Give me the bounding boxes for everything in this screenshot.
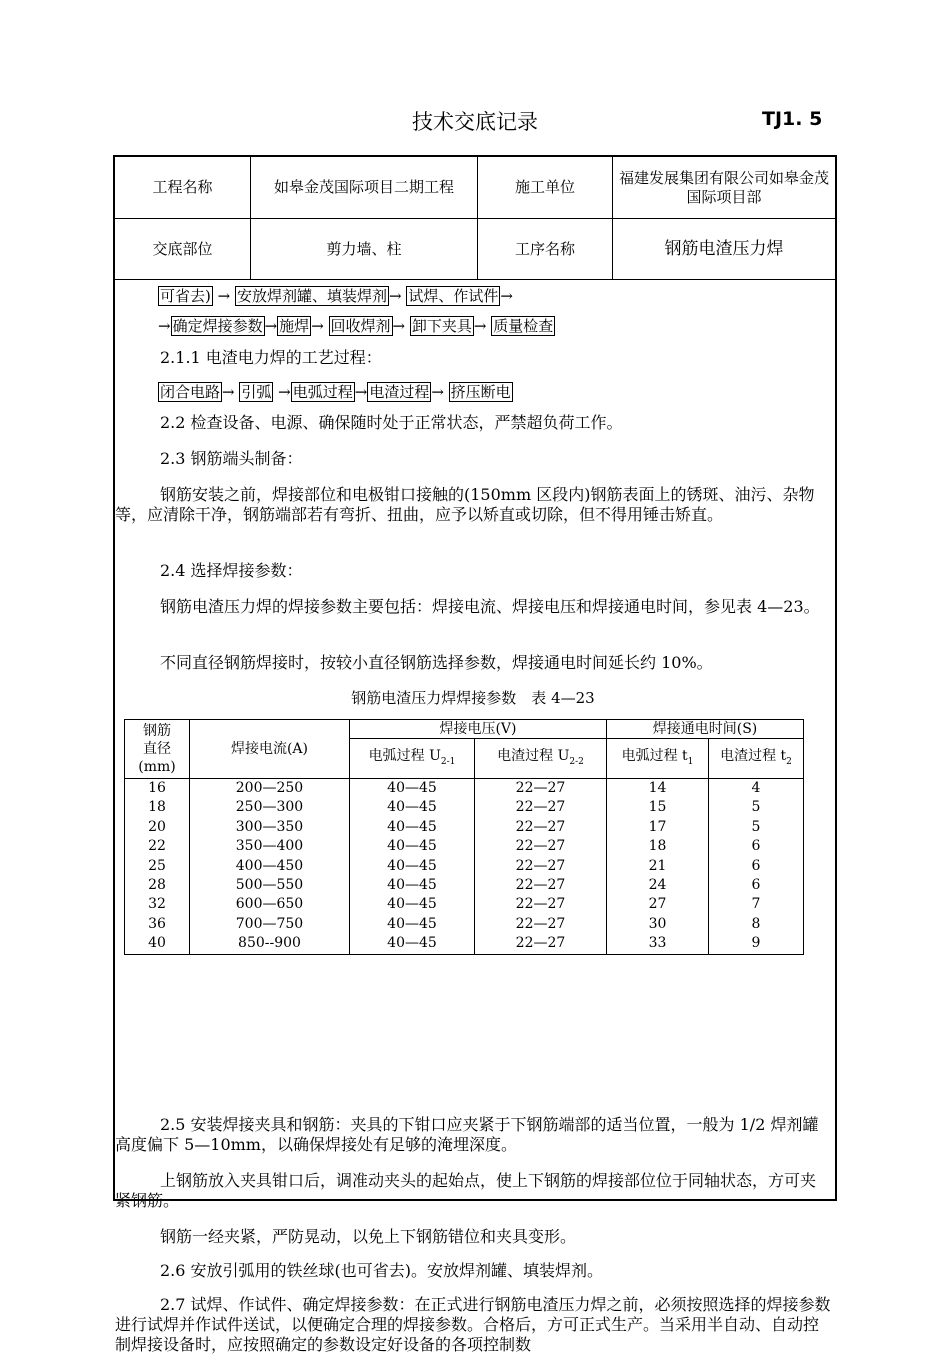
section-2-6: 2.6 安放引弧用的铁丝球(也可省去)。安放焊剂罐、填装焊剂。 — [160, 1261, 604, 1280]
record-frame — [113, 155, 837, 1354]
paragraph-2-4a: 钢筋电渣压力焊的焊接参数主要包括：焊接电流、焊接电压和焊接通电时间，参见表 4—23。 — [160, 597, 820, 616]
document-code: TJ1. 5 — [762, 108, 823, 130]
flow-step: 回收焊剂 — [330, 317, 391, 335]
table-row — [125, 915, 804, 934]
part-value: 剪力墙、柱 — [326, 239, 402, 258]
header-slag-voltage: 电渣过程 $U_{2-2}$ — [475, 739, 607, 779]
table-cell: 40—45 — [350, 857, 475, 876]
table-cell: 5 — [709, 798, 804, 817]
section-2-2: 2.2 检查设备、电源、确保随时处于正常状态，严禁超负荷工作。 — [160, 413, 623, 432]
table-cell: 6 — [709, 837, 804, 856]
table-cell: 350—400 — [190, 837, 350, 856]
flow-step: 试焊、作试件 — [408, 287, 499, 305]
flow-step: 挤压断电 — [450, 383, 511, 401]
flow-chart-1: 可省去) → 安放焊剂罐、填装焊剂 → 试焊、作试件 → — [160, 287, 513, 305]
table-cell: 700—750 — [190, 915, 350, 934]
table-cell: 400—450 — [190, 857, 350, 876]
header-current: 焊接电流(A) — [190, 720, 350, 779]
table-cell: 15 — [607, 798, 709, 817]
table-cell: 22—27 — [475, 915, 607, 934]
flow-step: 施焊 — [279, 317, 310, 335]
project-value: 如皋金茂国际项目二期工程 — [273, 178, 454, 196]
table-row — [125, 857, 804, 876]
flow-step: 电渣过程 — [369, 383, 430, 401]
table-cell: 24 — [607, 876, 709, 895]
table-cell: 22 — [125, 837, 190, 856]
table-cell: 22—27 — [475, 837, 607, 856]
table-cell: 18 — [125, 798, 190, 817]
table-cell: 4 — [709, 779, 804, 799]
table-cell: 40—45 — [350, 934, 475, 954]
table-cell: 22—27 — [475, 895, 607, 914]
table-cell: 7 — [709, 895, 804, 914]
table-cell: 32 — [125, 895, 190, 914]
table-cell: 6 — [709, 857, 804, 876]
table-cell: 16 — [125, 779, 190, 799]
table-cell: 40—45 — [350, 876, 475, 895]
table-cell: 9 — [709, 934, 804, 954]
table-row — [125, 876, 804, 895]
paragraph-2-4b: 不同直径钢筋焊接时，按较小直径钢筋选择参数，焊接通电时间延长约 10%。 — [160, 653, 713, 672]
unit-label: 施工单位 — [514, 178, 575, 196]
paragraph-2-5b: 上钢筋放入夹具钳口后，调准动夹头的起始点，使上下钢筋的焊接部位位于同轴状态，方可夹紧钢筋。 — [115, 1171, 817, 1210]
header-time: 焊接通电时间(S) — [607, 720, 804, 739]
table-cell: 40—45 — [350, 818, 475, 837]
table-cell: 40—45 — [350, 837, 475, 856]
table-row — [125, 895, 804, 914]
table-cell: 22—27 — [475, 934, 607, 954]
paragraph-2-7: 2.7 试焊、作试件、确定焊接参数：在正式进行钢筋电渣压力焊之前，必须按照选择的焊接参数进行试焊并作试件送试，以便确定合理的焊接参数。合格后，方可正式生产。当采用半自动、自动控制焊接设备时，应按照确定的参数设定好设备的各项控制数 — [115, 1295, 831, 1354]
table-cell: 22—27 — [475, 876, 607, 895]
table-cell: 30 — [607, 915, 709, 934]
table-cell: 27 — [607, 895, 709, 914]
table-cell: 40—45 — [350, 779, 475, 799]
flow-chart-3: 闭合电路 → 引弧 → 电弧过程 → 电渣过程 → 挤压断电 — [160, 383, 511, 401]
project-label: 工程名称 — [152, 178, 213, 196]
table-cell: 36 — [125, 915, 190, 934]
table-cell: 600—650 — [190, 895, 350, 914]
process-label: 工序名称 — [514, 239, 575, 258]
table-cell: 28 — [125, 876, 190, 895]
flow-step: 引弧 — [241, 383, 272, 401]
header-diameter: 钢筋直径(mm) — [125, 720, 190, 779]
table-cell: 14 — [607, 779, 709, 799]
table-cell: 40—45 — [350, 915, 475, 934]
table-cell: 22—27 — [475, 798, 607, 817]
table-row — [125, 798, 804, 817]
table-cell: 17 — [607, 818, 709, 837]
table-row — [125, 779, 804, 799]
flow-step: 质量检查 — [493, 317, 554, 335]
table-cell: 22—27 — [475, 779, 607, 799]
table-caption: 钢筋电渣压力焊焊接参数 表 4—23 — [351, 689, 595, 707]
table-cell: 22—27 — [475, 857, 607, 876]
flow-step: 电弧过程 — [292, 383, 353, 401]
table-cell: 5 — [709, 818, 804, 837]
header-voltage: 焊接电压(V) — [350, 720, 607, 739]
section-2-1-1: 2.1.1 电渣电力焊的工艺过程： — [160, 348, 382, 367]
header-table — [115, 157, 835, 279]
unit-value: 福建发展集团有限公司如皋金茂国际项目部 — [619, 168, 830, 206]
flow-step: 闭合电路 — [160, 383, 221, 401]
flow-step: 可省去) — [160, 287, 211, 305]
table-cell: 8 — [709, 915, 804, 934]
table-cell: 22—27 — [475, 818, 607, 837]
table-cell: 33 — [607, 934, 709, 954]
table-row — [125, 837, 804, 856]
table-cell: 40—45 — [350, 798, 475, 817]
table-cell: 500—550 — [190, 876, 350, 895]
table-cell: 850--900 — [190, 934, 350, 954]
table-row — [125, 934, 804, 954]
table-cell: 40—45 — [350, 895, 475, 914]
paragraph-2-5c: 钢筋一经夹紧，严防晃动，以免上下钢筋错位和夹具变形。 — [160, 1227, 577, 1246]
table-cell: 20 — [125, 818, 190, 837]
flow-step: 确定焊接参数 — [172, 317, 263, 335]
flow-step: 安放焊剂罐、填装焊剂 — [236, 287, 387, 305]
header-arc-time: 电弧过程 $t_1$ — [607, 739, 709, 779]
table-cell: 18 — [607, 837, 709, 856]
table-row — [125, 818, 804, 837]
header-slag-time: 电渣过程 $t_2$ — [709, 739, 804, 779]
page-title: 技术交底记录 — [412, 110, 538, 134]
paragraph-2-5a: 2.5 安装焊接夹具和钢筋：夹具的下钳口应夹紧于下钢筋端部的适当位置，一般为 1/2 焊剂罐高度偏下 5—10mm，以确保焊接处有足够的淹埋深度。 — [115, 1115, 819, 1154]
paragraph-2-3: 钢筋安装之前，焊接部位和电极钳口接触的(150mm 区段内)钢筋表面上的锈斑、油污、杂物等，应清除干净，钢筋端部若有弯折、扭曲，应予以矫直或切除，但不得用锤击矫直。 — [115, 485, 815, 524]
table-cell: 6 — [709, 876, 804, 895]
process-value: 钢筋电渣压力焊 — [664, 238, 784, 259]
section-2-3: 2.3 钢筋端头制备： — [160, 449, 303, 468]
flow-step: 卸下夹具 — [411, 317, 472, 335]
table-cell: 40 — [125, 934, 190, 954]
table-cell: 21 — [607, 857, 709, 876]
table-cell: 25 — [125, 857, 190, 876]
table-cell: 300—350 — [190, 818, 350, 837]
part-label: 交底部位 — [152, 239, 213, 258]
header-arc-voltage: 电弧过程 $U_{2-1}$ — [350, 739, 475, 779]
flow-chart-2: → 确定焊接参数 → 施焊 → 回收焊剂 → 卸下夹具 → 质量检查 — [158, 317, 554, 335]
table-cell: 200—250 — [190, 779, 350, 799]
section-2-4: 2.4 选择焊接参数： — [160, 561, 303, 580]
table-cell: 250—300 — [190, 798, 350, 817]
welding-parameter-table — [124, 719, 804, 955]
